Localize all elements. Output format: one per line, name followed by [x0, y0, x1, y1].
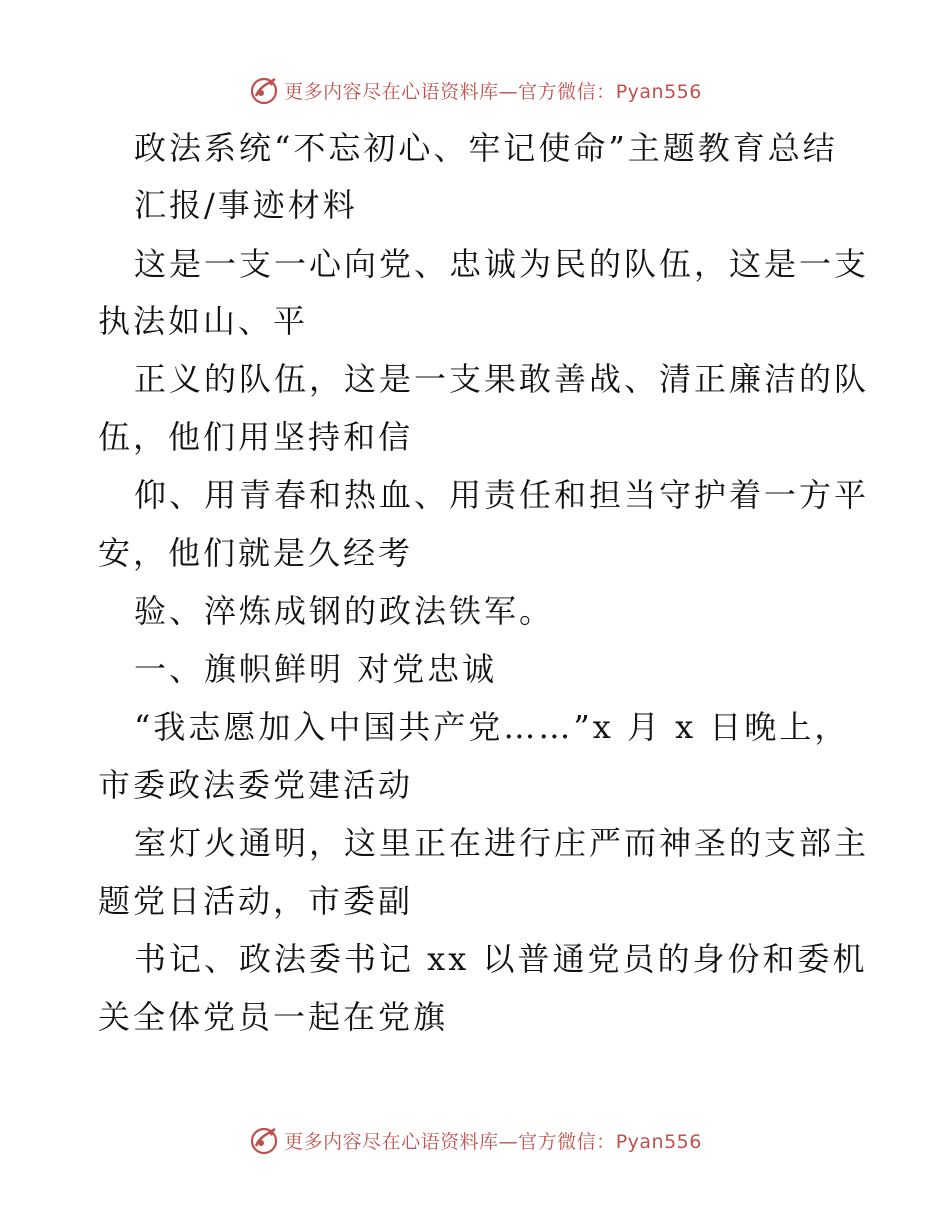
watermark-id: Pyan556: [615, 1130, 702, 1153]
paragraph-line: 关全体党员一起在党旗: [98, 998, 449, 1036]
title-line-2: 汇报/事迹材料: [134, 186, 358, 224]
paragraph-line: 这是一支一心向党、忠诚为民的队伍，这是一支: [134, 245, 870, 283]
watermark-contact: 官方微信：: [518, 1130, 616, 1153]
watermark-contact: 官方微信：: [518, 80, 616, 103]
pen-nib-swirl-icon: [248, 74, 280, 106]
paragraph-line: 伍，他们用坚持和信: [98, 418, 414, 456]
paragraph-line: 正义的队伍，这是一支果敢善战、清正廉洁的队: [134, 360, 870, 398]
watermark-main: 更多内容尽在心语资料库: [284, 80, 499, 103]
watermark-main: 更多内容尽在心语资料库: [284, 1130, 499, 1153]
watermark-text: [284, 77, 702, 104]
watermark-separator: —: [498, 80, 519, 103]
paragraph-line: 仰、用青春和热血、用责任和担当守护着一方平: [134, 476, 870, 514]
footer-watermark-banner: [0, 1120, 950, 1160]
paragraph-line: “我志愿加入中国共产党……”x 月 x 日晚上，: [134, 708, 850, 746]
header-watermark-banner: [0, 70, 950, 110]
watermark-separator: —: [498, 1130, 519, 1153]
paragraph-line: 书记、政法委书记 xx 以普通党员的身份和委机: [134, 940, 868, 978]
paragraph-line: 题党日活动，市委副: [98, 882, 414, 920]
paragraph-line: 室灯火通明，这里正在进行庄严而神圣的支部主: [134, 824, 870, 862]
section-heading: 一、旗帜鲜明 对党忠诚: [134, 650, 498, 688]
paragraph-line: 市委政法委党建活动: [98, 766, 414, 804]
title-line-1: 政法系统“不忘初心、牢记使命”主题教育总结: [134, 129, 838, 167]
paragraph-line: 安，他们就是久经考: [98, 534, 414, 572]
paragraph-line: 验、淬炼成钢的政法铁军。: [134, 592, 555, 630]
watermark-id: Pyan556: [615, 80, 702, 103]
paragraph-line: 执法如山、平: [98, 302, 309, 340]
watermark-text: [284, 1127, 702, 1154]
pen-nib-swirl-icon: [248, 1124, 280, 1156]
